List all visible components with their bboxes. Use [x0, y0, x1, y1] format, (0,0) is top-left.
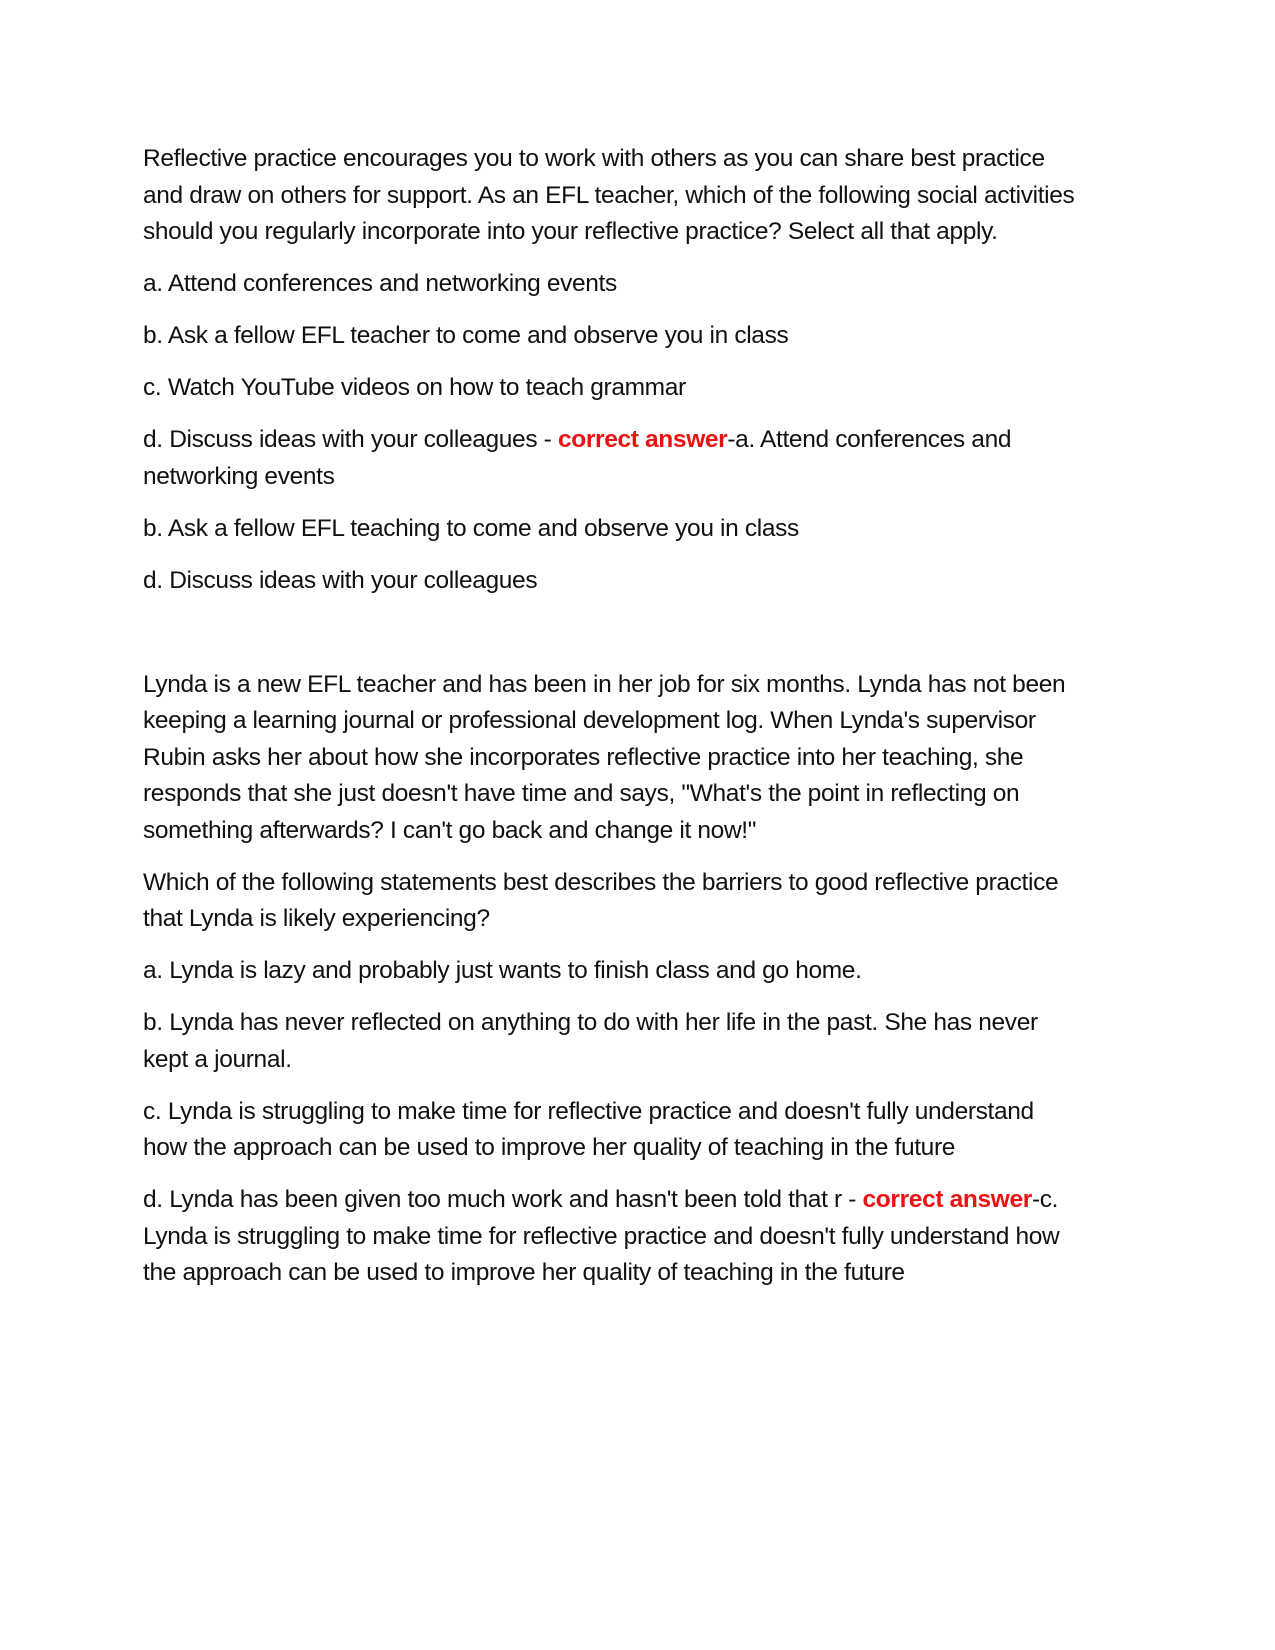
question-1-prompt: Reflective practice encourages you to work with others as you can share best practice and draw on others for support. As an EFL teacher, which of the following social activities should you regularly incorporate into your reflective practice? Select all that apply.: [143, 145, 1075, 245]
document-page: [143, 141, 1083, 1307]
question-1-answer-b: b. Ask a fellow EFL teaching to come and observe you in class: [143, 514, 799, 542]
question-1-option-a: a. Attend conferences and networking events: [143, 270, 617, 297]
correct-answer-label: correct answer: [862, 1186, 1032, 1213]
question-1-option-d-with-answer: [143, 422, 1083, 495]
question-2: [143, 667, 1083, 1292]
question-2-option-d: d. Lynda has been given too much work and hasn't been told that r -: [143, 1186, 863, 1213]
question-1-option-b: b. Ask a fellow EFL teacher to come and observe you in class: [143, 322, 789, 349]
question-1-option-d: d. Discuss ideas with your colleagues -: [143, 426, 558, 453]
question-2-option-a: a. Lynda is lazy and probably just wants to finish class and go home.: [143, 957, 862, 984]
question-2-scenario: Lynda is a new EFL teacher and has been in her job for six months. Lynda has not been keeping a learning journal or professional development log. When Lynda's supervisor Rubin asks her about how she incorporates reflective practice into her teaching, she responds that she just doesn't have time and says, "What's the point in reflecting on something afterwards? I can't go back and change it now!": [143, 670, 1066, 844]
question-2-prompt: Which of the following statements best describes the barriers to good reflective practice that Lynda is likely experiencing?: [143, 868, 1059, 932]
question-1-option-c: c. Watch YouTube videos on how to teach grammar: [143, 374, 686, 401]
question-2-option-b: b. Lynda has never reflected on anything to do with her life in the past. She has never kept a journal.: [143, 1009, 1038, 1073]
question-1-answer: -a. Attend conferences and networking events: [143, 426, 1012, 490]
question-2-answer: -c. Lynda is struggling to make time for reflective practice and doesn't fully understand how the approach can be used to improve her quality of teaching in the future: [143, 1186, 1060, 1286]
correct-answer-label: correct answer: [557, 426, 728, 453]
section-spacer: [143, 615, 1083, 667]
question-2-option-c: c. Lynda is struggling to make time for reflective practice and doesn't fully understand how the approach can be used to improve her quality of teaching in the future: [143, 1097, 1034, 1161]
question-1-answer-d: d. Discuss ideas with your colleagues: [143, 566, 538, 594]
question-1: [143, 141, 1083, 599]
question-2-option-d-with-answer: [143, 1182, 1083, 1292]
